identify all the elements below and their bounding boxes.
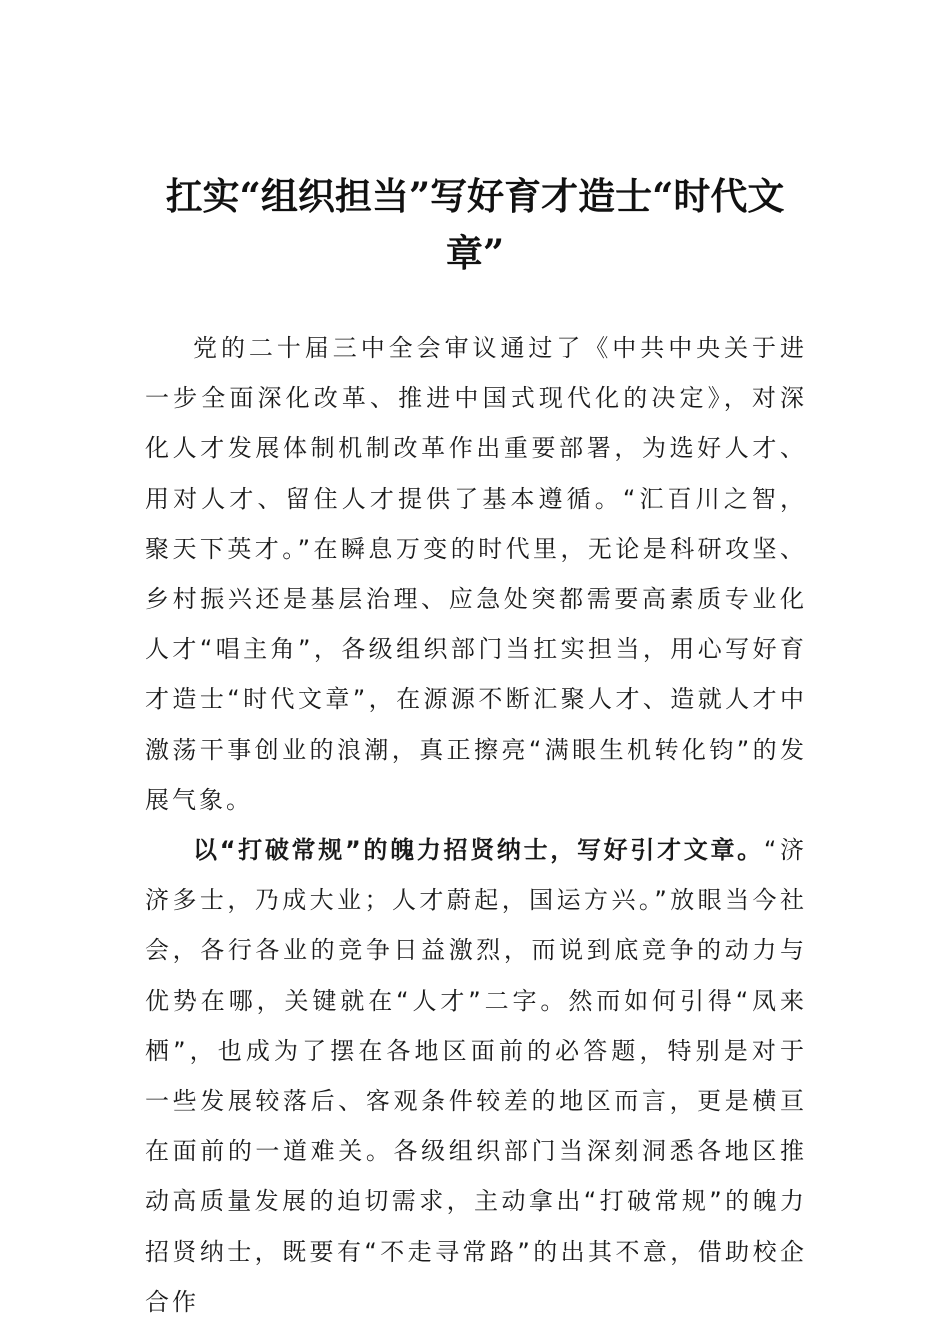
paragraph-lead: 以“打破常规”的魄力招贤纳士，写好引才文章。 [193,836,764,865]
paragraph-text: “济济多士，乃成大业；人才蔚起，国运方兴。”放眼当今社会，各行各业的竞争日益激烈，而说到底竞争的动力与优势在哪，关键就在“人才”二字。然而如何引得“凤来栖”，也成为了摆在各地区面前的必答题，特别是对于一些发展较落后、客观条件较差的地区而言，更是横亘在面前的一道难关。各级组织部门当深刻洞悉各地区推动高质量发展的迫切需求，主动拿出“打破常规”的魄力招贤纳士，既要有“不走寻常路”的出其不意，借助校企合作 [145,836,808,1316]
article-body [145,323,807,1327]
paragraph-recruiting [145,825,807,1327]
paragraph-intro [145,323,807,825]
paragraph-text: 党的二十届三中全会审议通过了《中共中央关于进一步全面深化改革、推进中国式现代化的决定》，对深化人才发展体制机制改革作出重要部署，为选好人才、用对人才、留住人才提供了基本遵循。“汇百川之智，聚天下英才。”在瞬息万变的时代里，无论是科研攻坚、乡村振兴还是基层治理、应急处突都需要高素质专业化人才“唱主角”，各级组织部门当扛实担当，用心写好育才造士“时代文章”，在源源不断汇聚人才、造就人才中激荡干事创业的浪潮，真正擦亮“满眼生机转化钧”的发展气象。 [145,334,807,814]
article-title: 扛实“组织担当”写好育才造士“时代文章” [165,174,785,275]
